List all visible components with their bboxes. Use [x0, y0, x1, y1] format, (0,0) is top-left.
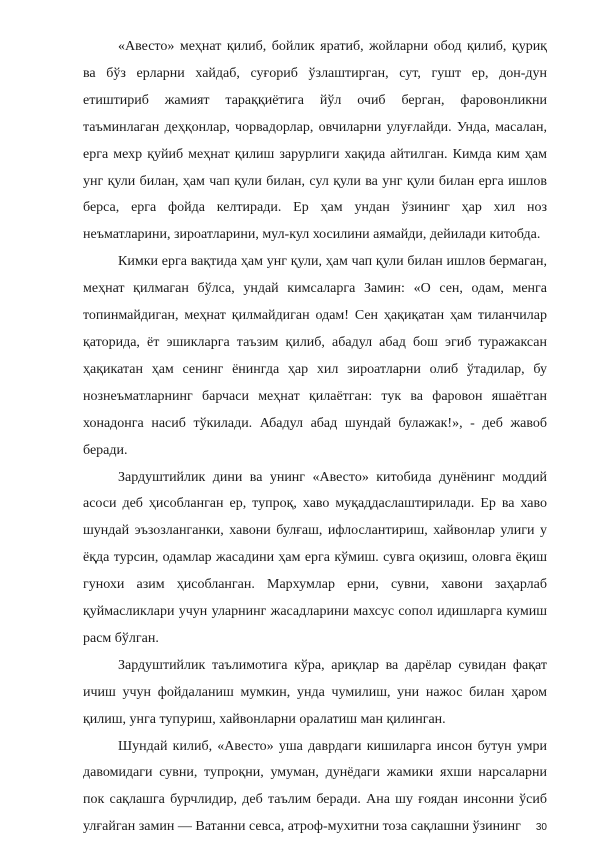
paragraph-3: Зардуштийлик дини ва унинг «Авесто» китобида дунёнинг моддий асоси деб ҳисобланган ер, тупроқ, хаво муқаддаслаштирилади. Ер ва хаво шундай эъзозланганки, хавони булғаш, ифлослантириш, хайвонлар улиги у ёқда турсин, одамлар жасадини ҳам ерга кўмиш. сувга оқизиш, оловга ёқиш гунохи азим ҳисобланган. Мархумлар ерни, сувни, хавони заҳарлаб қуймасликлари учун уларнинг жасадларини махсус сопол идишларга кумиш расм бўлган.	[83, 469, 547, 646]
paragraph-4: Зардуштийлик таълимотига кўра, ариқлар ва дарёлар сувидан фақат ичиш учун фойдаланиш мумкин, унда чумилиш, уни нажос билан ҳаром қилиш, унга тупуриш, хайвонларни оралатиш ман қилинган.	[83, 657, 547, 727]
paragraph-5: Шундай килиб, «Авесто» уша даврдаги кишиларга инсон бутун умри давомидаги сувни, тупроқни, умуман, дунёдаги жамики яхши нарсаларни пок сақлашга бурчлидир, деб таълим беради. Ана шу ғоядан инсонни ўсиб улғайган замин — Ватанни севса, атроф-мухитни тоза сақлашни ўзининг	[83, 738, 547, 835]
paragraph-1: «Авесто» меҳнат қилиб, бойлик яратиб, жойларни обод қилиб, қуриқ ва бўз ерларни хайдаб, суғориб ўзлаштирган, сут, гушт ер, дон-дун етиштириб жамият тараққиётига йўл очиб берган, фаровонликни таъминлаган деҳқонлар, чорвадорлар, овчиларни улуғлайди. Унда, масалан, ерга мехр қуйиб меҳнат қилиш зарурлиги хақида айтилган. Кимда ким ҳам унг қули билан, ҳам чап қули билан, сул қули ва унг қули билан ерга ишлов берса, ерга фойда келтиради. Ер ҳам ундан ўзининг ҳар хил ноз неъматларини, зироатларини, мул-кул хосилини аямайди, дейилади китобда.	[83, 39, 547, 243]
page-number: 30	[535, 822, 547, 833]
paragraph-2: Кимки ерга вақтида ҳам унг қули, ҳам чап қули билан ишлов бермаган, меҳнат қилмаган бўлса, ундай кимсаларга Замин: «О сен, одам, менга топинмайдиган, меҳнат қилмайдиган одам! Сен ҳақиқатан ҳам тиланчилар қаторида, ёт эшикларга таъзим қилиб, абадул абад бош эгиб туражаксан ҳақикатан ҳам сенинг ёнингда ҳар хил зироатларни олиб ўтадилар, бу нознеъматларнинг барчаси меҳнат қилаётган: тук ва фаровон яшаётган хонадонга насиб тўкилади. Абадул абад шундай булажак!», - деб жавоб беради.	[83, 254, 547, 458]
body-text	[83, 34, 547, 841]
